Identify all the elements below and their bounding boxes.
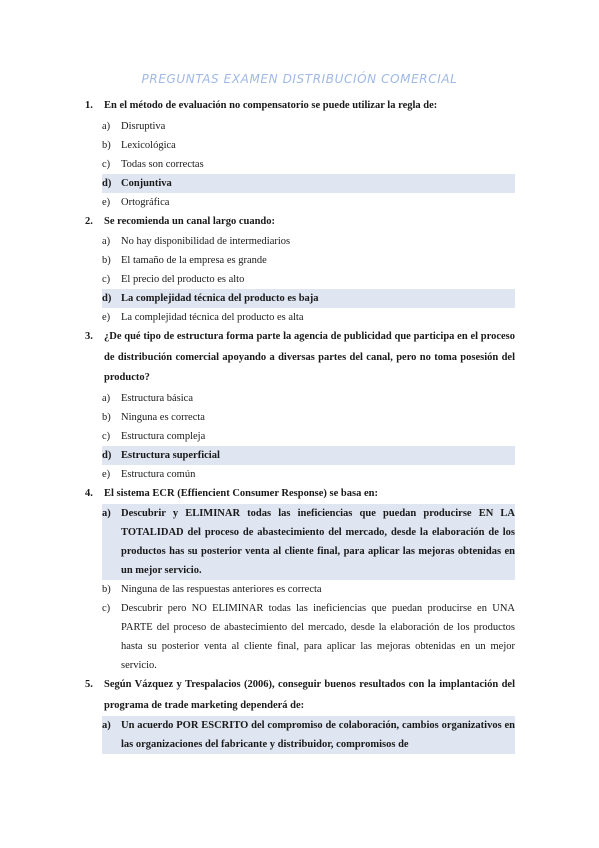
- option-c: [102, 270, 515, 289]
- option-text: Estructura común: [121, 468, 196, 480]
- option-text: Ortográfica: [121, 196, 170, 208]
- option-letter: a): [102, 720, 111, 731]
- option-letter: c): [102, 430, 111, 442]
- option-a-correct: [102, 504, 515, 580]
- question-text: Se recomienda un canal largo cuando:: [104, 215, 276, 227]
- option-letter: c): [102, 158, 111, 170]
- option-letter: e): [102, 196, 111, 208]
- option-letter: d): [102, 293, 112, 304]
- question-number: 2.: [85, 215, 93, 227]
- option-letter: a): [102, 120, 111, 132]
- option-text: Lexicológica: [121, 139, 176, 151]
- option-text: Estructura básica: [121, 392, 194, 404]
- option-e: [102, 308, 515, 327]
- question-text: Según Vázquez y Trespalacios (2006), conseguir buenos resultados con la implantación del programa de trade marketing dependerá de:: [104, 679, 515, 711]
- option-text: Disruptiva: [121, 120, 166, 132]
- option-c: [102, 427, 515, 446]
- option-text: Descubrir y ELIMINAR todas las ineficiencias que puedan producirse EN LA TOTALIDAD del proceso de abastecimiento del mercado, desde la elaboración de los productos has su posterior venta al cliente final, para aplicar las mejoras obtenidas en un mejor servicio.: [121, 508, 515, 576]
- page-title: PREGUNTAS EXAMEN DISTRIBUCIÓN COMERCIAL: [141, 72, 458, 86]
- option-letter: c): [102, 603, 111, 614]
- option-letter: e): [102, 312, 111, 323]
- option-a-correct: [102, 716, 515, 754]
- question-4: [85, 484, 515, 676]
- option-a: [102, 232, 515, 251]
- option-letter: c): [102, 274, 111, 285]
- option-text: Un acuerdo POR ESCRITO del compromiso de colaboración, cambios organizativos en las organizaciones del fabricante y distribuidor, compromisos de: [121, 720, 515, 750]
- option-letter: d): [102, 449, 112, 461]
- option-letter: b): [102, 255, 111, 266]
- option-letter: a): [102, 236, 111, 247]
- option-text: La complejidad técnica del producto es alta: [121, 312, 304, 323]
- option-letter: e): [102, 468, 111, 480]
- question-text: En el método de evaluación no compensatorio se puede utilizar la regla de:: [104, 100, 438, 111]
- option-c: [102, 155, 515, 174]
- option-text: Ninguna es correcta: [121, 411, 205, 423]
- question-number: 3.: [85, 331, 93, 342]
- option-text: No hay disponibilidad de intermediarios: [121, 236, 291, 247]
- option-e: [102, 465, 515, 484]
- option-letter: a): [102, 392, 111, 404]
- option-letter: b): [102, 584, 111, 595]
- option-text: Todas son correctas: [121, 158, 204, 170]
- option-d-correct: [102, 174, 515, 193]
- question-3: [85, 327, 515, 484]
- option-text: La complejidad técnica del producto es baja: [121, 293, 319, 304]
- option-text: Estructura superficial: [121, 449, 220, 461]
- question-number: 4.: [85, 487, 93, 499]
- question-number: 1.: [85, 100, 93, 111]
- option-letter: b): [102, 139, 111, 151]
- option-d-correct: [102, 446, 515, 465]
- question-text: El sistema ECR (Effiencient Consumer Response) se basa en:: [104, 487, 378, 499]
- option-c: [102, 599, 515, 675]
- option-d-correct: [102, 289, 515, 308]
- option-text: Descubrir pero NO ELIMINAR todas las ineficiencias que puedan producirse en UNA PARTE del proceso de abastecimiento del mercado, desde la elaboración de los productos hasta su posterior venta al cliente final, para aplicar las mejoras obtenidas en un mejor servicio.: [121, 603, 515, 671]
- option-text: Ninguna de las respuestas anteriores es correcta: [121, 584, 322, 595]
- question-2: [85, 212, 515, 328]
- option-b: [102, 580, 515, 599]
- option-letter: d): [102, 177, 112, 189]
- option-a: [102, 117, 515, 136]
- question-1: [85, 96, 515, 212]
- option-b: [102, 136, 515, 155]
- option-text: Estructura compleja: [121, 430, 206, 442]
- option-text: Conjuntiva: [121, 177, 172, 189]
- option-a: [102, 389, 515, 408]
- question-text: ¿De qué tipo de estructura forma parte la agencia de publicidad que participa en el proceso de distribución comercial apoyando a diversas partes del canal, pero no toma posesión del producto?: [104, 331, 515, 383]
- option-text: El precio del producto es alto: [121, 274, 245, 285]
- option-text: El tamaño de la empresa es grande: [121, 255, 267, 266]
- question-number: 5.: [85, 679, 93, 690]
- option-e: [102, 193, 515, 212]
- option-letter: b): [102, 411, 111, 423]
- question-5: [85, 675, 515, 754]
- option-letter: a): [102, 508, 111, 519]
- question-list: [0, 96, 599, 754]
- option-b: [102, 408, 515, 427]
- option-b: [102, 251, 515, 270]
